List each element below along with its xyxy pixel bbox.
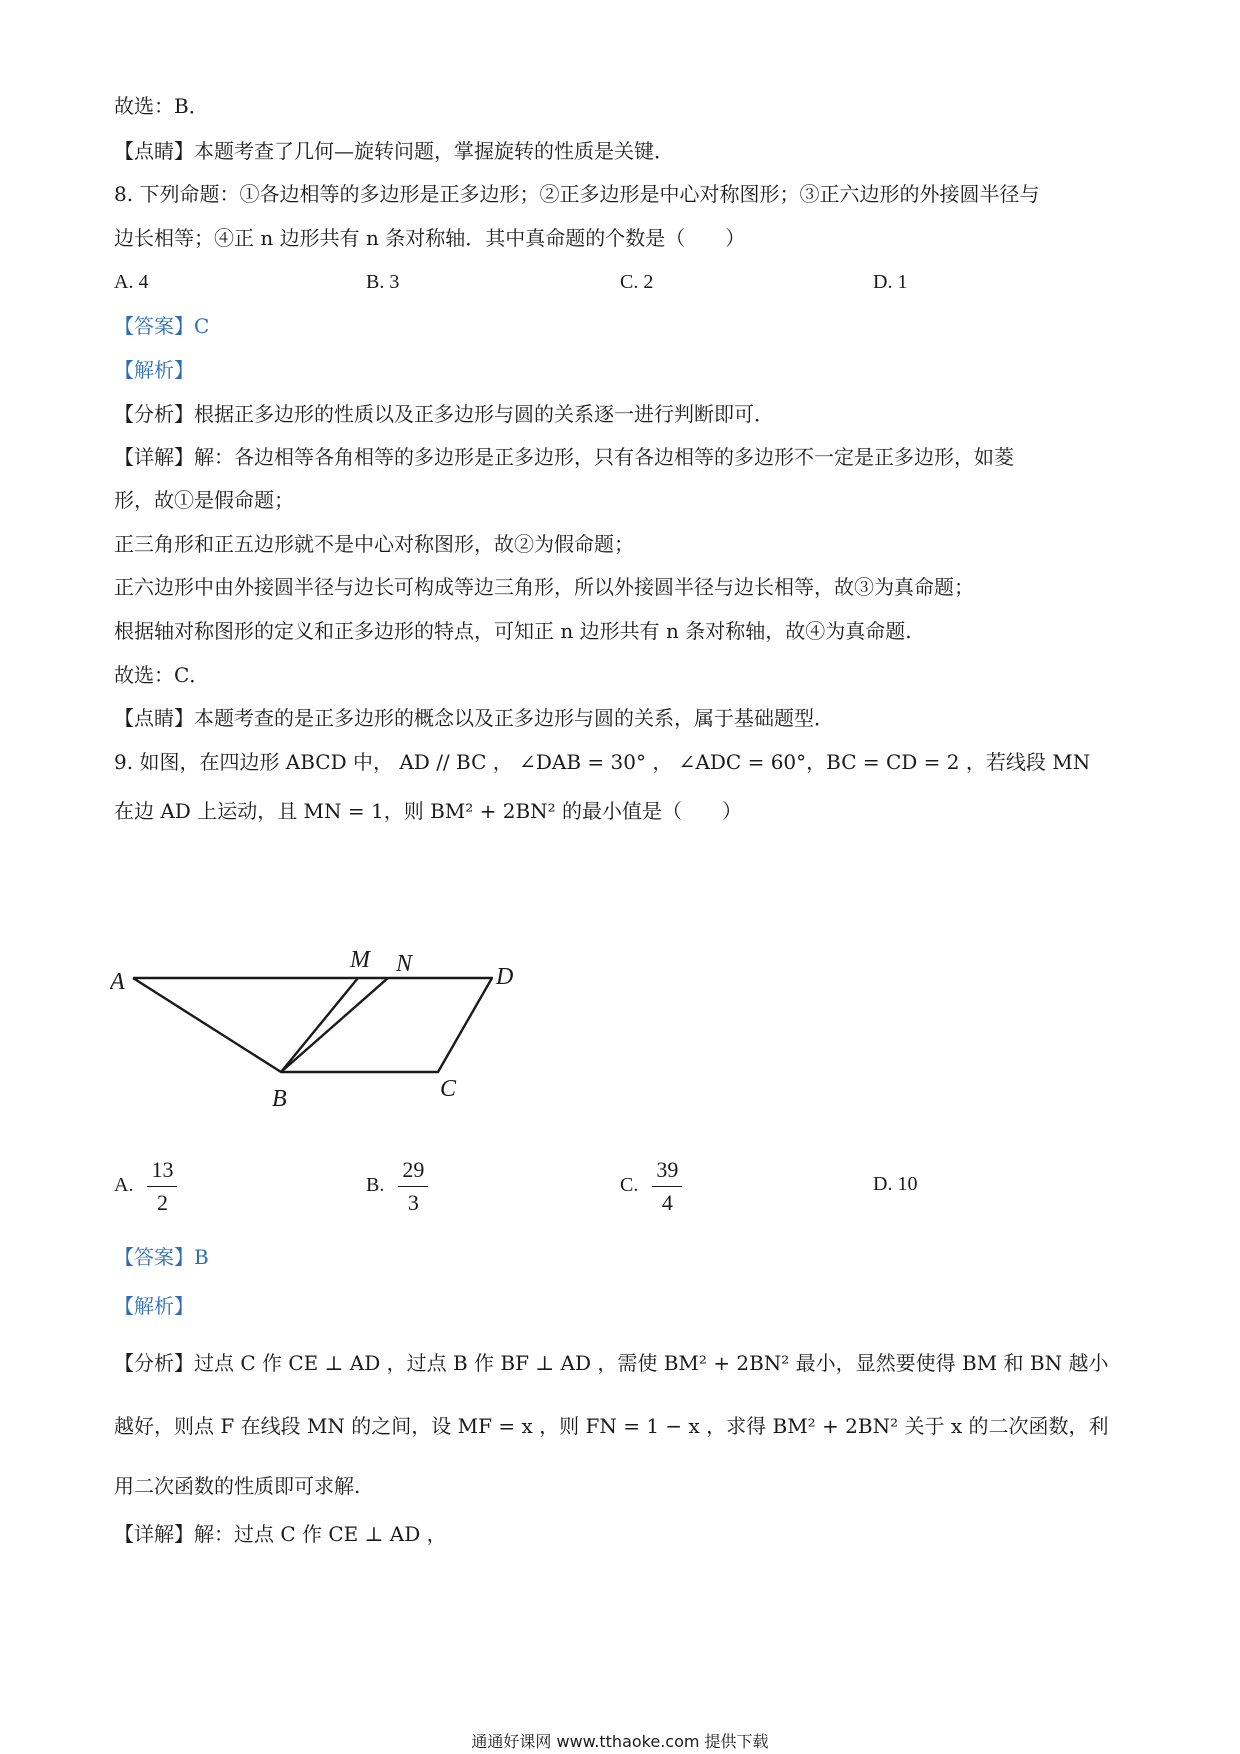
q8-remark: 【点睛】本题考查的是正多边形的概念以及正多边形与圆的关系，属于基础题型． [114,706,834,730]
q8-detail-5: 根据轴对称图形的定义和正多边形的特点，可知正 n 边形共有 n 条对称轴，故④为真命题. [114,619,912,643]
q9-choice-d: D. 10 [873,1173,918,1195]
figure-outline [133,978,492,1072]
q8-analysis: 【分析】根据正多边形的性质以及正多边形与圆的关系逐一进行判断即可． [114,402,774,426]
q8-detail-4: 正六边形中由外接圆半径与边长可构成等边三角形，所以外接圆半径与边长相等，故③为真命题； [114,575,974,599]
fraction: $\frac{29}{3}$ [398,1155,428,1218]
q9-analysis-heading: 【解析】 [114,1294,194,1318]
label-M: M [350,950,370,973]
page-footer: 通通好课网 www.tthaoke.com 提供下载 [471,1732,769,1751]
q8-detail-3: 正三角形和正五边形就不是中心对称图形，故②为假命题； [114,532,634,556]
question-8-line-2: 边长相等；④正 n 边形共有 n 条对称轴．其中真命题的个数是（ ） [114,226,746,250]
q8-choice-d: D. 1 [873,271,908,293]
fraction: $\frac{13}{2}$ [147,1155,177,1218]
q8-answer: 【答案】C [114,314,210,338]
q9-answer: 【答案】B [114,1245,209,1269]
conclusion-q7: 故选：B． [114,94,209,118]
q8-analysis-heading: 【解析】 [114,358,194,382]
question-9-line-1: 9. 如图，在四边形 ABCD 中， AD // BC ， ∠DAB = 30° ， ∠ADC = 60°，BC = CD = 2 ，若线段 MN [114,750,1091,774]
q9-choice-b: B. $\frac{29}{3}$ [366,1155,428,1218]
question-9-line-2: 在边 AD 上运动，且 MN = 1，则 BM² + 2BN² 的最小值是（ ） [114,799,743,823]
q8-conclusion: 故选：C． [114,663,210,687]
q9-analysis-1: 【分析】过点 C 作 CE ⊥ AD ，过点 B 作 BF ⊥ AD ，需使 BM² + 2BN² 最小，显然要使得 BM 和 BN 越小 [114,1351,1109,1375]
label-A: A [110,969,125,995]
label-N: N [396,951,413,977]
q8-choice-c: C. 2 [620,271,654,293]
q9-choice-c: C. $\frac{39}{4}$ [620,1155,682,1218]
remark-q7: 【点睛】本题考查了几何—旋转问题，掌握旋转的性质是关键． [114,139,674,163]
q8-choice-a: A. 4 [114,271,149,293]
segment-BM [281,978,358,1072]
question-8-line-1: 8. 下列命题：①各边相等的多边形是正多边形；②正多边形是中心对称图形；③正六边形的外接圆半径与 [114,182,1040,206]
q8-choice-b: B. 3 [366,271,400,293]
fraction: $\frac{39}{4}$ [652,1155,682,1218]
q8-detail-2: 形，故①是假命题； [114,488,294,512]
label-C: C [440,1076,457,1102]
q8-detail-1: 【详解】解：各边相等各角相等的多边形是正多边形，只有各边相等的多边形不一定是正多边形，如菱 [114,445,1014,469]
quadrilateral-figure [110,950,530,1130]
q9-detail-1: 【详解】解：过点 C 作 CE ⊥ AD ， [114,1522,447,1546]
label-D: D [496,964,514,990]
segment-BN [281,978,388,1072]
q9-analysis-3: 用二次函数的性质即可求解. [114,1474,361,1498]
label-B: B [272,1086,287,1112]
q9-analysis-2: 越好，则点 F 在线段 MN 的之间，设 MF = x ，则 FN = 1 − x ，求得 BM² + 2BN² 关于 x 的二次函数，利 [114,1414,1109,1438]
q9-choice-a: A. $\frac{13}{2}$ [114,1155,177,1218]
